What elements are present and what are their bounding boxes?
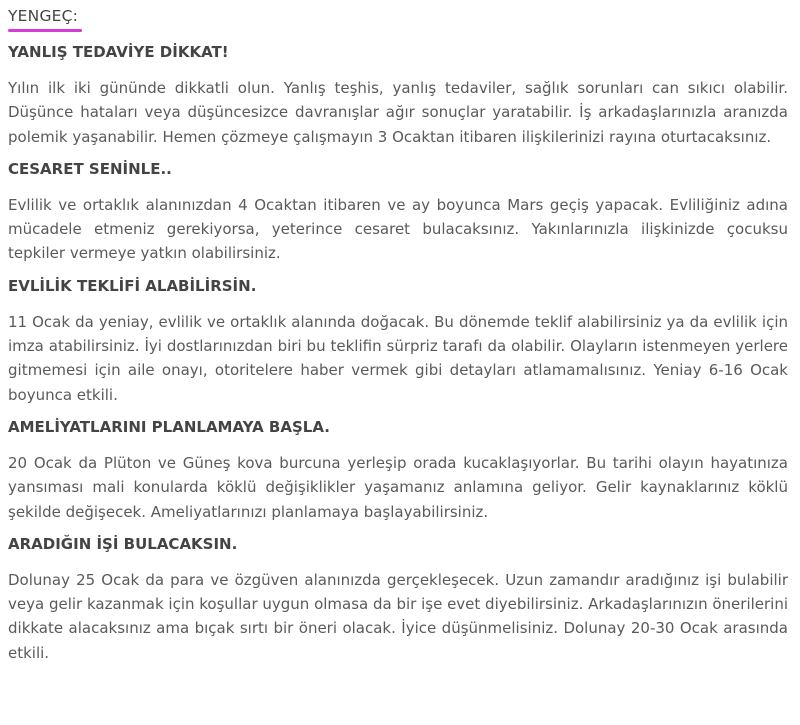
sign-heading-underline <box>8 29 82 32</box>
section-4 <box>8 417 788 524</box>
section-title: ARADIĞIN İŞİ BULACAKSIN. <box>8 534 238 553</box>
section-title: AMELİYATLARINI PLANLAMAYA BAŞLA. <box>8 417 330 436</box>
section-title: YANLIŞ TEDAVİYE DİKKAT! <box>8 43 229 61</box>
section-paragraph: Evlilik ve ortaklık alanınızdan 4 Ocaktan itibaren ve ay boyunca Mars geçiş yapacak. Evliliğiniz adına mücadele etmeniz gerekiyorsa, yeterince cesaret bulacaksınız. Yakınlarınızla ilişkinizde çocuksu tepkiler vermeye yatkın olabilirsiniz. <box>8 195 788 263</box>
section-paragraph: Yılın ilk iki gününde dikkatli olun. Yanlış teşhis, yanlış tedaviler, sağlık sorunları can sıkıcı olabilir. Düşünce hataları veya düşüncesizce davranışlar ağır sonuçlar yaratabilir. İş arkadaşlarınızla aranızda polemik yaşanabilir. Hemen çözmeye çalışmayın 3 Ocaktan itibaren ilişkilerinizi rayına oturtacaksınız. <box>8 79 788 146</box>
section-3 <box>8 276 788 407</box>
section-1 <box>8 42 788 149</box>
section-title: EVLİLİK TEKLİFİ ALABİLİRSİN. <box>8 276 257 295</box>
section-2 <box>8 159 788 266</box>
sign-heading-wrapper <box>8 0 788 32</box>
section-title: CESARET SENİNLE.. <box>8 159 172 178</box>
sign-heading: YENGEÇ: <box>8 7 79 25</box>
section-5 <box>8 534 788 665</box>
section-paragraph: 11 Ocak da yeniay, evlilik ve ortaklık alanında doğacak. Bu dönemde teklif alabilirsiniz ya da evlilik için imza atabilirsiniz. İyi dostlarınızdan biri bu teklifin sürpriz tarafı da olabilir. Olayların istenmeyen yerlere gitmemesi için aile onayı, otoritelere haber vermek gibi detayları atlamamalısınız. Yeniay 6-16 Ocak boyunca etkili. <box>8 312 788 404</box>
section-paragraph: Dolunay 25 Ocak da para ve özgüven alanınızda gerçekleşecek. Uzun zamandır aradığınız işi bulabilir veya gelir kazanmak için koşullar uygun olmasa da bir işe evet diyebilirsiniz. Arkadaşlarınızın önerilerini dikkate alacaksınız ama bıçak sırtı bir öneri olacak. İyice düşünmelisiniz. Dolunay 20-30 Ocak arasında etkili. <box>8 570 789 662</box>
section-paragraph: 20 Ocak da Plüton ve Güneş kova burcuna yerleşip orada kucaklaşıyorlar. Bu tarihi olayın hayatınıza yansıması mali konularda köklü değişiklikler yaşamanız anlamına geliyor. Gelir kaynaklarınız köklü şekilde değişecek. Ameliyatlarınızı planlamaya başlayabilirsiniz. <box>8 453 788 521</box>
